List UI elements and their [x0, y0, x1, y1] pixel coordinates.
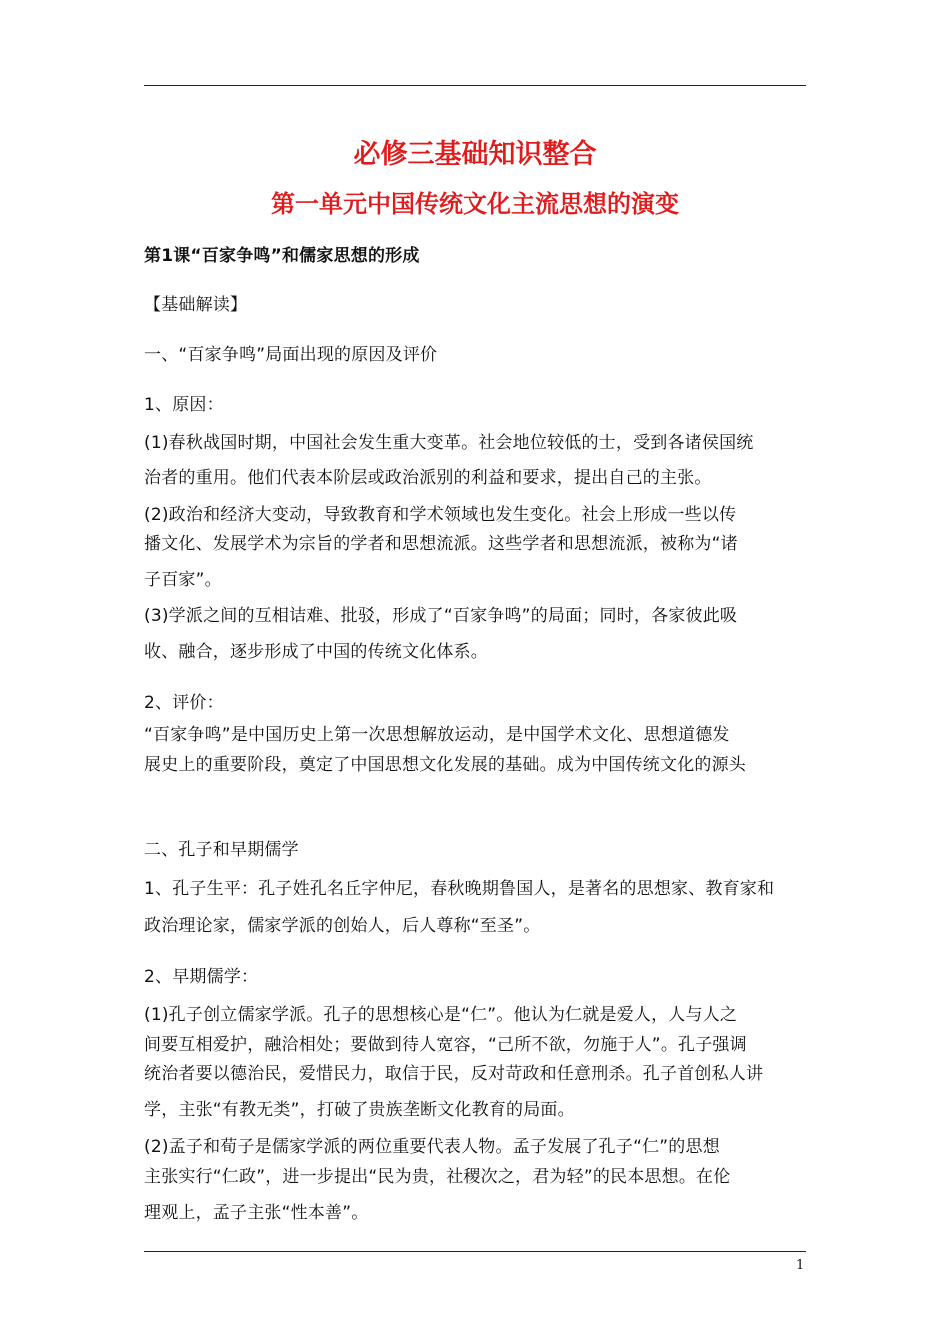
paragraph-line: 政治理论家，儒家学派的创始人，后人尊称“至圣”。 — [144, 916, 541, 936]
section-heading: 二、孔子和早期儒学 — [144, 840, 299, 860]
paragraph-line: 理观上，孟子主张“性本善”。 — [144, 1203, 369, 1223]
paragraph-line: 统治者要以德治民，爱惜民力，取信于民，反对苛政和任意刑杀。孔子首创私人讲 — [144, 1064, 764, 1084]
paragraph-line: 治者的重用。他们代表本阶层或政治派别的利益和要求，提出自己的主张。 — [144, 468, 712, 488]
paragraph-line: (1)春秋战国时期，中国社会发生重大变革。社会地位较低的士，受到各诸侯国统 — [144, 433, 754, 453]
paragraph-line: 主张实行“仁政”，进一步提出“民为贵，社稷次之，君为轻”的民本思想。在伦 — [144, 1167, 731, 1187]
paragraph-line: 1、孔子生平：孔子姓孔名丘字仲尼，春秋晚期鲁国人，是著名的思想家、教育家和 — [144, 879, 775, 899]
subheading: 2、评价： — [144, 693, 224, 713]
paragraph-line: (3)学派之间的互相诘难、批驳，形成了“百家争鸣”的局面；同时，各家彼此吸 — [144, 606, 738, 626]
subheading: 2、早期儒学： — [144, 967, 259, 987]
paragraph-line: (2)政治和经济大变动，导致教育和学术领域也发生变化。社会上形成一些以传 — [144, 505, 737, 525]
footer-rule — [144, 1251, 806, 1252]
unit-title: 第一单元中国传统文化主流思想的演变 — [271, 190, 679, 218]
subheading: 1、原因： — [144, 395, 224, 415]
lesson-title: 第1课“百家争鸣”和儒家思想的形成 — [144, 246, 420, 266]
page-number: 1 — [796, 1258, 805, 1273]
paragraph-line: (2)孟子和荀子是儒家学派的两位重要代表人物。孟子发展了孔子“仁”的思想 — [144, 1137, 720, 1157]
paragraph-line: 收、融合，逐步形成了中国的传统文化体系。 — [144, 642, 488, 662]
section-label: 【基础解读】 — [144, 295, 248, 315]
paragraph-line: 学，主张“有教无类”，打破了贵族垄断文化教育的局面。 — [144, 1100, 575, 1120]
header-rule — [144, 85, 806, 86]
paragraph-line: “百家争鸣”是中国历史上第一次思想解放运动，是中国学术文化、思想道德发 — [144, 725, 730, 745]
document-title: 必修三基础知识整合 — [353, 139, 597, 170]
paragraph-line: 子百家”。 — [144, 570, 222, 590]
paragraph-line: 展史上的重要阶段，奠定了中国思想文化发展的基础。成为中国传统文化的源头 — [144, 755, 746, 775]
paragraph-line: 间要互相爱护，融洽相处；要做到待人宽容，“己所不欲，勿施于人”。孔子强调 — [144, 1035, 747, 1055]
paragraph-line: (1)孔子创立儒家学派。孔子的思想核心是“仁”。他认为仁就是爱人，人与人之 — [144, 1005, 738, 1025]
paragraph-line: 播文化、发展学术为宗旨的学者和思想流派。这些学者和思想流派，被称为“诸 — [144, 534, 738, 554]
section-heading: 一、“百家争鸣”局面出现的原因及评价 — [144, 345, 438, 365]
